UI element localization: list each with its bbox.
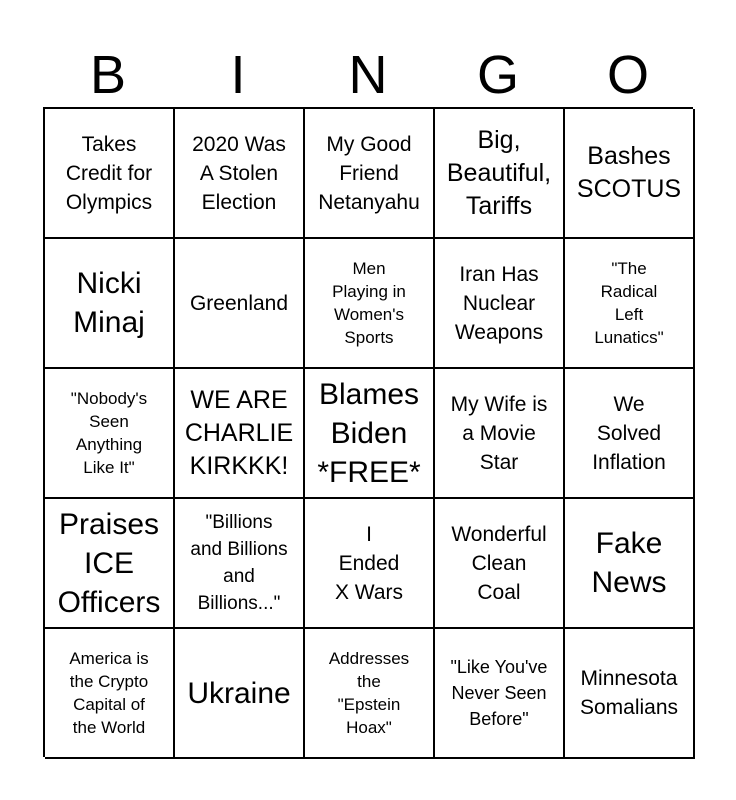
header-letter-b: B [89,45,127,105]
cell-text: Big, Beautiful, Tariffs [446,125,552,220]
cell-text: Ukraine [187,676,291,710]
bingo-cell[interactable] [175,629,305,759]
bingo-cell[interactable] [435,629,565,759]
header-letter-n: N [348,45,388,105]
bingo-cell[interactable] [565,499,695,629]
bingo-card-grid [43,107,693,757]
cell-text: Men Playing in Women's Sports [332,259,406,347]
cell-text: "The Radical Left Lunatics" [594,259,664,347]
bingo-cell[interactable] [175,499,305,629]
cell-text: America is the Crypto Capital of the World [69,649,149,737]
bingo-cell[interactable] [435,369,565,499]
bingo-cell[interactable] [305,499,435,629]
cell-text: My Good Friend Netanyahu [318,132,420,214]
bingo-cell[interactable] [175,369,305,499]
bingo-cell[interactable] [305,109,435,239]
bingo-cell[interactable] [435,499,565,629]
cell-text: We Solved Inflation [592,392,666,474]
header-letter-g: G [476,45,519,105]
cell-text: Takes Credit for Olympics [65,132,153,214]
bingo-cell[interactable] [175,239,305,369]
cell-text: WE ARE CHARLIE KIRKKK! [184,385,294,480]
bingo-cell[interactable] [45,369,175,499]
bingo-cell[interactable] [45,239,175,369]
bingo-cell[interactable] [45,629,175,759]
bingo-cell[interactable] [45,109,175,239]
bingo-cell[interactable] [435,239,565,369]
cell-text: Minnesota Somalians [579,667,679,719]
cell-text: "Like You've Never Seen Before" [450,657,548,729]
bingo-cell[interactable] [565,369,695,499]
free-space-text: Blames Biden *FREE* [317,377,421,489]
bingo-cell[interactable] [305,239,435,369]
cell-text: Bashes SCOTUS [576,142,682,203]
cell-text: Nicki Minaj [73,267,145,339]
header-letter-o: O [606,45,649,105]
cell-text: Wonderful Clean Coal [451,522,547,604]
bingo-cell[interactable] [305,629,435,759]
cell-text: Iran Has Nuclear Weapons [454,262,544,344]
bingo-cell[interactable] [175,109,305,239]
cell-text: 2020 Was A Stolen Election [192,132,286,214]
header-letter-i: I [230,45,246,105]
cell-text: Addresses the "Epstein Hoax" [328,649,410,737]
bingo-cell[interactable] [45,499,175,629]
bingo-header [43,42,693,108]
cell-text: My Wife is a Movie Star [450,392,548,474]
bingo-cell[interactable] [565,629,695,759]
bingo-cell[interactable] [565,109,695,239]
cell-text: Greenland [189,291,289,315]
free-space-cell[interactable] [305,369,435,499]
cell-text: Praises ICE Officers [57,507,161,619]
bingo-cell[interactable] [435,109,565,239]
cell-text: Fake News [591,527,667,599]
bingo-cell[interactable] [565,239,695,369]
cell-text: "Billions and Billions and Billions..." [190,512,288,614]
cell-text: "Nobody's Seen Anything Like It" [70,389,148,477]
cell-text: I Ended X Wars [334,522,404,604]
